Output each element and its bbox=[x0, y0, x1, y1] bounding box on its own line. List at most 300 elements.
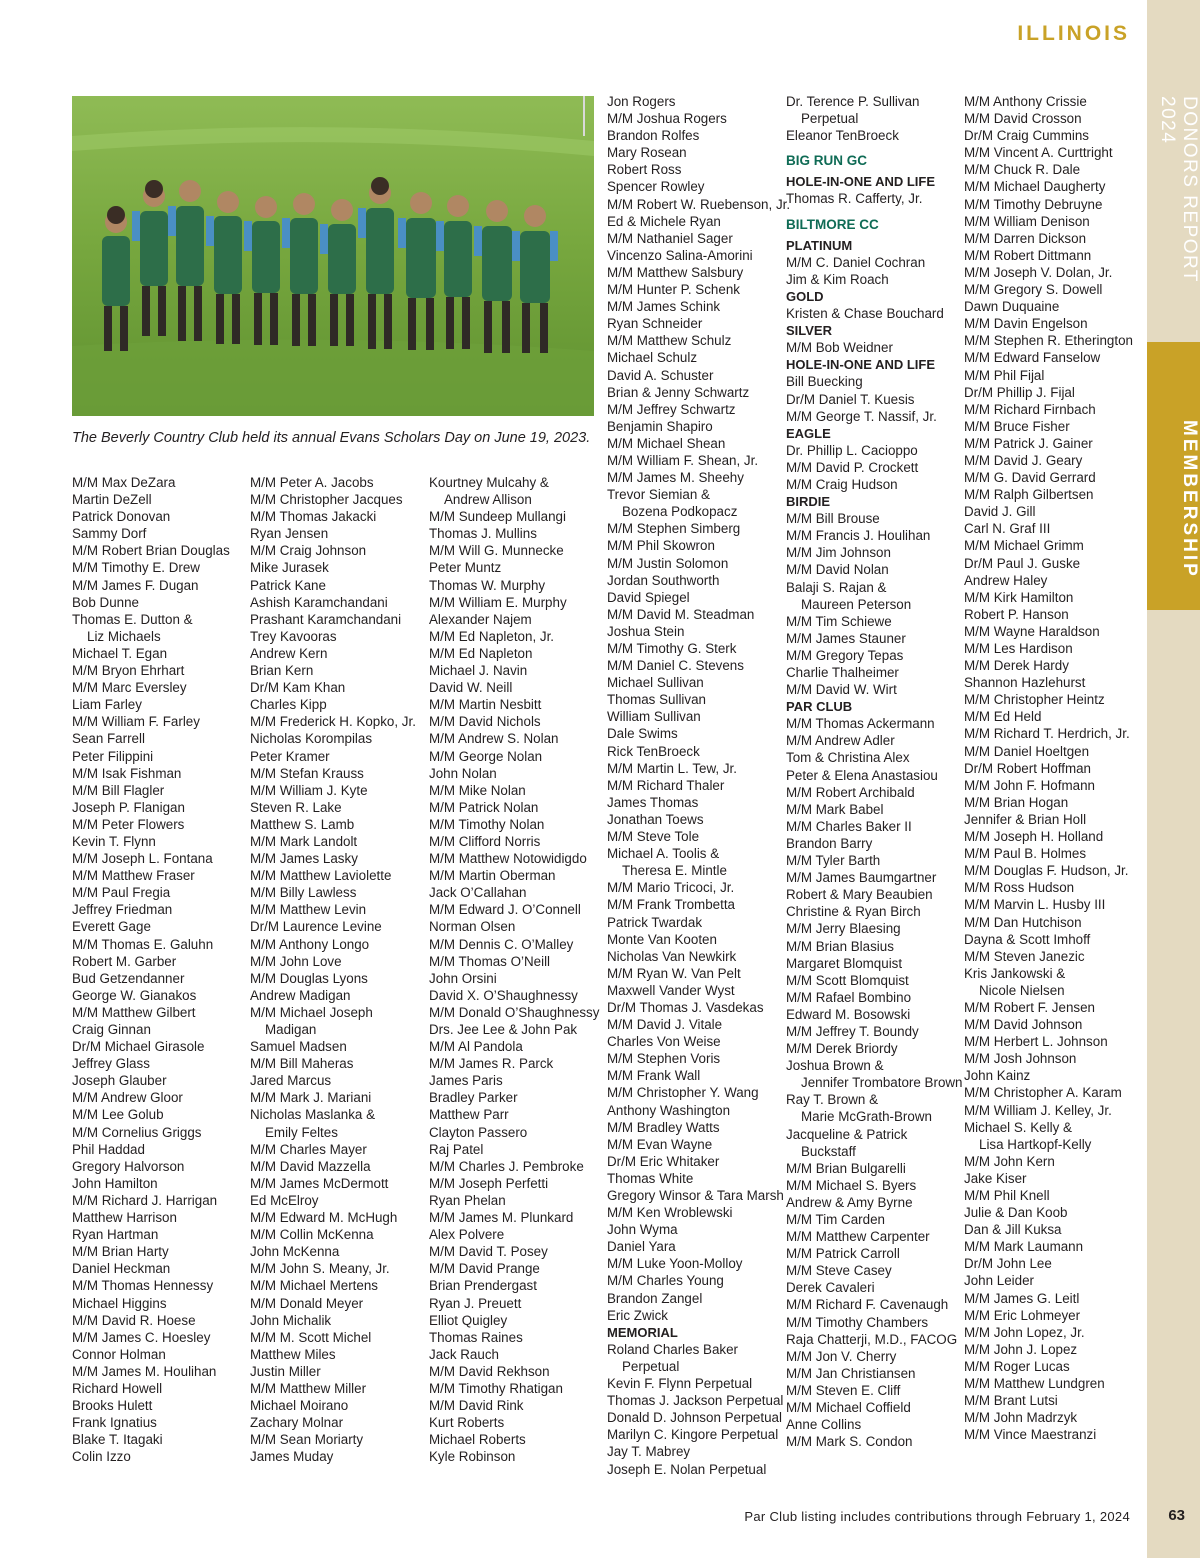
donor-name: Craig Ginnan bbox=[72, 1022, 151, 1037]
donor-name: M/M Richard Firnbach bbox=[964, 401, 1096, 417]
donor-name: Lisa Hartkopf-Kelly bbox=[979, 1136, 1092, 1152]
level-heading: SILVER bbox=[786, 323, 832, 339]
donor-name: M/M William F. Farley bbox=[72, 714, 200, 730]
donor-name: Robert P. Hanson bbox=[964, 606, 1069, 622]
donor-name: M/M Timothy Nolan bbox=[429, 816, 545, 832]
donor-name: M/M Steve Casey bbox=[786, 1263, 892, 1279]
donor-name: M/M Michael Mertens bbox=[250, 1278, 378, 1294]
donor-name: Ed McElroy bbox=[250, 1192, 319, 1208]
donor-name: Dr/M Craig Cummins bbox=[964, 128, 1089, 144]
donor-name: M/M Christopher Jacques bbox=[250, 492, 403, 508]
state-header: ILLINOIS bbox=[1017, 22, 1130, 45]
donor-name: M/M Daniel C. Stevens bbox=[607, 658, 744, 674]
donor-name: Jennifer & Brian Holl bbox=[964, 811, 1087, 827]
donor-name: Charles Kipp bbox=[250, 697, 327, 713]
donor-name: M/M Mark J. Mariani bbox=[250, 1090, 372, 1106]
donor-name: M/M Paul B. Holmes bbox=[964, 846, 1087, 862]
donor-name: Theresa E. Mintle bbox=[622, 863, 727, 879]
donor-name: M/M Clifford Norris bbox=[429, 833, 541, 849]
donor-name: Andrew & Amy Byrne bbox=[786, 1194, 913, 1210]
donor-name: Frank Ignatius bbox=[72, 1415, 157, 1431]
donor-name: Brandon Barry bbox=[786, 835, 873, 851]
donor-name: Dr. Terence P. Sullivan bbox=[786, 94, 920, 109]
donor-name: M/M Edward M. McHugh bbox=[250, 1210, 398, 1226]
donor-name: Dr/M Laurence Levine bbox=[250, 919, 382, 935]
donor-name: M/M Christopher Y. Wang bbox=[607, 1085, 759, 1101]
donor-name: M/M William E. Murphy bbox=[429, 594, 567, 610]
donor-name: M/M Donald Meyer bbox=[250, 1295, 364, 1311]
donor-name: Kyle Robinson bbox=[429, 1449, 516, 1465]
donor-name: M/M Michael Joseph bbox=[250, 1004, 373, 1020]
donor-name: M/M David Mazzella bbox=[250, 1158, 371, 1174]
donor-name: M/M Brian Blasius bbox=[786, 938, 894, 954]
donor-name: M/M Anthony Crissie bbox=[964, 94, 1087, 109]
donor-name: M/M James Stauner bbox=[786, 630, 906, 646]
donor-name: M/M Timothy E. Drew bbox=[72, 560, 200, 576]
level-heading: GOLD bbox=[786, 288, 824, 304]
donor-name: David Spiegel bbox=[607, 589, 690, 605]
donor-name: M/M James R. Parck bbox=[429, 1056, 554, 1072]
donor-name: M/M Matthew Miller bbox=[250, 1380, 367, 1396]
donor-name: Michael Roberts bbox=[429, 1432, 526, 1448]
donor-name: M/M Phil Skowron bbox=[607, 538, 715, 554]
donor-name: David X. O’Shaughnessy bbox=[429, 987, 578, 1003]
donor-name: M/M Mark Babel bbox=[786, 801, 884, 817]
donor-name: M/M Dennis C. O’Malley bbox=[429, 936, 574, 952]
donor-name: M/M David J. Geary bbox=[964, 452, 1083, 468]
level-heading: MEMORIAL bbox=[607, 1324, 678, 1340]
donor-name: M/M James Lasky bbox=[250, 851, 358, 867]
donor-name: M/M Stefan Krauss bbox=[250, 765, 364, 781]
club-heading: BILTMORE CC bbox=[786, 216, 879, 232]
donor-name: M/M Vincent A. Curttright bbox=[964, 145, 1113, 161]
donor-name: Trey Kavooras bbox=[250, 628, 337, 644]
donor-name: James Thomas bbox=[607, 794, 699, 810]
donor-name: M/M David Rink bbox=[429, 1398, 524, 1414]
donor-name: M/M John Lopez, Jr. bbox=[964, 1324, 1085, 1340]
donor-name: M/M Kirk Hamilton bbox=[964, 589, 1074, 605]
donor-name: William Sullivan bbox=[607, 709, 701, 725]
donor-name: Colin Izzo bbox=[72, 1449, 131, 1465]
donor-name: M/M Robert W. Ruebenson, Jr. bbox=[607, 196, 791, 212]
donor-name: M/M Josh Johnson bbox=[964, 1051, 1077, 1067]
donor-name: Alex Polvere bbox=[429, 1227, 505, 1243]
donor-name: Anne Collins bbox=[786, 1417, 862, 1433]
donor-name: Jake Kiser bbox=[964, 1170, 1027, 1186]
donor-name: Justin Miller bbox=[250, 1363, 321, 1379]
donor-name: Drs. Jee Lee & John Pak bbox=[429, 1022, 578, 1037]
donor-name: Bud Getzendanner bbox=[72, 970, 185, 986]
donor-name: M/M Frank Wall bbox=[607, 1068, 701, 1084]
donor-name: M/M Martin Nesbitt bbox=[429, 697, 542, 713]
donor-name: Jim & Kim Roach bbox=[786, 271, 889, 287]
donor-name: Matthew Parr bbox=[429, 1107, 509, 1123]
donor-name: Liam Farley bbox=[72, 697, 142, 713]
donor-name: Derek Cavaleri bbox=[786, 1280, 875, 1296]
donor-name: Dr/M Paul J. Guske bbox=[964, 555, 1081, 571]
donor-name: M/M Al Pandola bbox=[429, 1039, 523, 1055]
donor-name: James Paris bbox=[429, 1073, 503, 1089]
donor-name: Balaji S. Rajan & bbox=[786, 579, 887, 595]
donor-name: Dr/M John Lee bbox=[964, 1256, 1052, 1272]
donor-name: M/M Phil Knell bbox=[964, 1188, 1050, 1203]
donor-name: M/M Timothy G. Sterk bbox=[607, 641, 737, 656]
donor-name: Everett Gage bbox=[72, 919, 151, 935]
donor-name: M/M Jeffrey T. Boundy bbox=[786, 1023, 919, 1039]
donor-name: M/M Douglas F. Hudson, Jr. bbox=[964, 863, 1129, 879]
donor-name: M/M C. Daniel Cochran bbox=[786, 254, 926, 270]
donor-name: Jacqueline & Patrick bbox=[786, 1126, 908, 1142]
donor-name: Michael S. Kelly & bbox=[964, 1119, 1072, 1135]
name-column-2 bbox=[250, 474, 416, 1465]
donor-name: Spencer Rowley bbox=[607, 179, 705, 195]
donor-name: Patrick Donovan bbox=[72, 509, 171, 525]
donor-name: Anthony Washington bbox=[607, 1102, 731, 1118]
donor-name: Kevin T. Flynn bbox=[72, 833, 156, 849]
donor-name: Brian Prendergast bbox=[429, 1278, 537, 1294]
donor-name: M/M Michael Shean bbox=[607, 435, 726, 451]
donor-name: M/M Matthew Salsbury bbox=[607, 264, 744, 280]
donor-name: Patrick Kane bbox=[250, 577, 326, 593]
level-heading: HOLE-IN-ONE AND LIFE bbox=[786, 357, 936, 373]
donor-name: M/M Evan Wayne bbox=[607, 1136, 713, 1152]
donor-name: M/M Jan Christiansen bbox=[786, 1365, 916, 1381]
donor-name: Jared Marcus bbox=[250, 1073, 332, 1089]
donor-name: M/M Chuck R. Dale bbox=[964, 162, 1081, 178]
donor-name: Mary Rosean bbox=[607, 145, 687, 161]
donor-name: M/M Herbert L. Johnson bbox=[964, 1034, 1108, 1050]
donor-name: David A. Schuster bbox=[607, 367, 714, 383]
donor-name: Thomas Raines bbox=[429, 1329, 523, 1345]
donor-name: M/M Stephen R. Etherington bbox=[964, 333, 1133, 349]
donor-name: Norman Olsen bbox=[429, 919, 516, 935]
donor-name: M/M Patrick Nolan bbox=[429, 799, 539, 815]
donor-name: M/M David M. Steadman bbox=[607, 606, 755, 622]
donor-name: Vincenzo Salina-Amorini bbox=[607, 247, 753, 263]
donor-name: Ryan Hartman bbox=[72, 1227, 159, 1243]
donor-name: John Orsini bbox=[429, 970, 497, 986]
donor-name: David J. Gill bbox=[964, 504, 1036, 520]
donor-name: Matthew Miles bbox=[250, 1346, 336, 1362]
donor-name: Sean Farrell bbox=[72, 731, 145, 747]
donor-name: M/M David W. Wirt bbox=[786, 682, 897, 698]
donor-name: Nicholas Van Newkirk bbox=[607, 948, 737, 964]
donor-name: Peter & Elena Anastasiou bbox=[786, 767, 938, 783]
donor-name: M/M Patrick Carroll bbox=[786, 1246, 900, 1262]
donor-name: M/M Daniel Hoeltgen bbox=[964, 743, 1090, 759]
donor-name: Donald D. Johnson Perpetual bbox=[607, 1410, 782, 1426]
donor-name: Brooks Hulett bbox=[72, 1398, 153, 1414]
donor-name: Michael T. Egan bbox=[72, 645, 168, 661]
donor-name: M/M Hunter P. Schenk bbox=[607, 282, 740, 298]
donor-name: John Kainz bbox=[964, 1068, 1031, 1084]
donor-name: M/M Ed Held bbox=[964, 709, 1042, 725]
donor-name: M/M William F. Shean, Jr. bbox=[607, 452, 759, 468]
donor-name: M/M Gregory S. Dowell bbox=[964, 282, 1103, 298]
donor-name: M/M James M. Sheehy bbox=[607, 470, 744, 486]
donor-name: Jack Rauch bbox=[429, 1346, 499, 1362]
footer-note: Par Club listing includes contributions through February 1, 2024 bbox=[744, 1509, 1130, 1524]
donor-name: M/M Max DeZara bbox=[72, 475, 176, 490]
donor-name: David W. Neill bbox=[429, 680, 513, 696]
donor-name: M/M Steven E. Cliff bbox=[786, 1382, 901, 1398]
donor-name: Eric Zwick bbox=[607, 1307, 668, 1323]
donor-name: M/M Timothy Chambers bbox=[786, 1314, 929, 1330]
donor-name: Daniel Heckman bbox=[72, 1261, 171, 1277]
donor-name: Bozena Podkopacz bbox=[622, 504, 738, 520]
donor-name: M/M Nathaniel Sager bbox=[607, 230, 733, 246]
donor-name: M/M Mike Nolan bbox=[429, 782, 526, 798]
donor-name: M/M David T. Posey bbox=[429, 1244, 548, 1260]
donor-name: M/M Ross Hudson bbox=[964, 880, 1075, 896]
donor-name: M/M William Denison bbox=[964, 213, 1090, 229]
donor-name: M/M Martin L. Tew, Jr. bbox=[607, 760, 737, 776]
donor-name: Bradley Parker bbox=[429, 1090, 518, 1106]
donor-name: M/M William J. Kyte bbox=[250, 782, 368, 798]
donor-name: Charlie Thalheimer bbox=[786, 665, 899, 680]
donor-name: M/M Tim Schiewe bbox=[786, 613, 892, 629]
donor-name: Phil Haddad bbox=[72, 1141, 145, 1157]
donor-name: Dan & Jill Kuksa bbox=[964, 1222, 1062, 1238]
donor-name: M/M Bill Flagler bbox=[72, 782, 165, 798]
donor-name: John Leider bbox=[964, 1273, 1034, 1289]
donor-name: M/M Mario Tricoci, Jr. bbox=[607, 880, 735, 896]
donor-name: M/M Martin Oberman bbox=[429, 868, 556, 884]
donor-name: Raj Patel bbox=[429, 1141, 484, 1157]
donor-name: Ed & Michele Ryan bbox=[607, 213, 721, 229]
donor-name: M/M Andrew Adler bbox=[786, 733, 895, 749]
donor-name: M/M Jeffrey Schwartz bbox=[607, 401, 736, 417]
donor-name: Trevor Siemian & bbox=[607, 487, 710, 503]
donor-name: M/M Robert Brian Douglas bbox=[72, 543, 230, 559]
name-column-5 bbox=[786, 93, 963, 1450]
donor-name: Andrew Allison bbox=[444, 492, 532, 508]
donor-name: M/M Dan Hutchison bbox=[964, 914, 1082, 930]
donor-name: Jeffrey Friedman bbox=[72, 902, 173, 918]
donor-name: Andrew Madigan bbox=[250, 987, 351, 1003]
donor-name: Jon Rogers bbox=[607, 94, 676, 109]
side-tab-section-label: MEMBERSHIP bbox=[1179, 419, 1200, 579]
donor-name: M/M David Rekhson bbox=[429, 1363, 550, 1379]
group-photo-illustration bbox=[72, 96, 594, 416]
donor-name: Kris Jankowski & bbox=[964, 965, 1066, 981]
donor-name: Joshua Stein bbox=[607, 623, 685, 639]
donor-name: M/M Darren Dickson bbox=[964, 230, 1087, 246]
donor-name: M/M Charles Baker II bbox=[786, 818, 912, 834]
donor-name: John Hamilton bbox=[72, 1175, 158, 1191]
donor-name: M/M Charles J. Pembroke bbox=[429, 1158, 584, 1174]
donor-name: M/M Roger Lucas bbox=[964, 1358, 1070, 1374]
donor-name: Michael Sullivan bbox=[607, 675, 704, 691]
side-tab-report-label: DONORS REPORT 2024 bbox=[1157, 96, 1200, 283]
donor-name: M/M Joseph H. Holland bbox=[964, 829, 1104, 845]
donor-name: Andrew Haley bbox=[964, 572, 1048, 588]
donor-name: Brandon Zangel bbox=[607, 1290, 703, 1306]
donor-name: M/M Craig Johnson bbox=[250, 543, 367, 559]
donor-name: Alexander Najem bbox=[429, 611, 532, 627]
donor-name: M/M Francis J. Houlihan bbox=[786, 528, 931, 544]
donor-name: M/M Brant Lutsi bbox=[964, 1393, 1058, 1409]
donor-name: M/M Douglas Lyons bbox=[250, 970, 368, 986]
donor-name: M/M Edward Fanselow bbox=[964, 350, 1101, 366]
donor-name: M/M Michael S. Byers bbox=[786, 1177, 917, 1193]
donor-name: M/M Derek Briordy bbox=[786, 1041, 898, 1057]
donor-name: M/M Bruce Fisher bbox=[964, 418, 1070, 434]
donor-name: Joseph P. Flanigan bbox=[72, 799, 185, 815]
donor-name: M/M James M. Plunkard bbox=[429, 1210, 574, 1226]
donor-name: Gregory Halvorson bbox=[72, 1158, 185, 1174]
donor-name: M/M Craig Hudson bbox=[786, 476, 898, 492]
donor-name: Zachary Molnar bbox=[250, 1415, 344, 1431]
donor-name: Brian Kern bbox=[250, 663, 314, 679]
donor-name: M/M Charles Young bbox=[607, 1273, 724, 1289]
donor-name: Martin DeZell bbox=[72, 492, 152, 508]
donor-name: Maxwell Vander Wyst bbox=[607, 982, 735, 998]
donor-name: M/M Mark Landolt bbox=[250, 833, 358, 849]
donor-name: M/M Joseph Perfetti bbox=[429, 1175, 549, 1191]
donor-name: Andrew Kern bbox=[250, 645, 328, 661]
donor-name: Jay T. Mabrey bbox=[607, 1444, 691, 1460]
donor-name: M/M Edward J. O’Connell bbox=[429, 902, 581, 918]
donor-name: M/M Thomas E. Galuhn bbox=[72, 936, 214, 952]
donor-name: Nicole Nielsen bbox=[979, 982, 1065, 998]
donor-name: M/M Frank Trombetta bbox=[607, 897, 735, 913]
donor-name: M/M Andrew S. Nolan bbox=[429, 731, 559, 747]
donor-name: Kurt Roberts bbox=[429, 1415, 505, 1431]
donor-name: Raja Chatterji, M.D., FACOG bbox=[786, 1331, 958, 1347]
donor-name: M/M Christopher Heintz bbox=[964, 692, 1105, 708]
donor-name: M/M Peter Flowers bbox=[72, 816, 185, 832]
donor-name: M/M David J. Vitale bbox=[607, 1017, 723, 1033]
donor-name: M/M Lee Golub bbox=[72, 1107, 164, 1123]
donor-name: M/M G. David Gerrard bbox=[964, 470, 1096, 486]
donor-name: Dr/M Michael Girasole bbox=[72, 1039, 205, 1055]
donor-name: M/M David Nolan bbox=[786, 562, 889, 578]
donor-name: Ryan Phelan bbox=[429, 1192, 506, 1208]
donor-name: M/M Andrew Gloor bbox=[72, 1090, 183, 1106]
club-heading: BIG RUN GC bbox=[786, 153, 867, 169]
donor-name: M/M Sundeep Mullangi bbox=[429, 509, 566, 525]
name-column-6 bbox=[964, 93, 1133, 1443]
donor-name: M/M Les Hardison bbox=[964, 641, 1073, 656]
donor-name: M/M Michael Daugherty bbox=[964, 179, 1106, 195]
donor-name: M/M Collin McKenna bbox=[250, 1227, 374, 1243]
donor-name: Ryan Jensen bbox=[250, 526, 329, 542]
donor-name: Richard Howell bbox=[72, 1380, 163, 1396]
donor-name: M/M Marvin L. Husby III bbox=[964, 897, 1106, 913]
donor-name: M/M Timothy Rhatigan bbox=[429, 1380, 563, 1396]
donor-name: M/M Brian Bulgarelli bbox=[786, 1160, 906, 1176]
donor-name: M/M Peter A. Jacobs bbox=[250, 475, 374, 490]
donor-name: M/M Ken Wroblewski bbox=[607, 1205, 733, 1221]
donor-name: M/M Christopher A. Karam bbox=[964, 1085, 1122, 1101]
donor-name: Connor Holman bbox=[72, 1346, 166, 1362]
donor-name: Matthew S. Lamb bbox=[250, 816, 355, 832]
donor-name: M/M Tyler Barth bbox=[786, 853, 881, 869]
donor-name: Robert & Mary Beaubien bbox=[786, 887, 933, 903]
donor-name: M/M Donald O’Shaughnessy bbox=[429, 1004, 600, 1020]
donor-name: Charles Von Weise bbox=[607, 1034, 721, 1050]
donor-name: Joseph Glauber bbox=[72, 1073, 167, 1089]
donor-name: M/M Jon V. Cherry bbox=[786, 1348, 897, 1364]
donor-name: Monte Van Kooten bbox=[607, 931, 717, 947]
donor-name: M/M Tim Carden bbox=[786, 1212, 885, 1227]
donor-name: M/M Jerry Blaesing bbox=[786, 921, 901, 937]
donor-name: M/M Bob Weidner bbox=[786, 340, 893, 356]
donor-name: M/M Bill Brouse bbox=[786, 511, 880, 527]
donor-name: M/M Mark S. Condon bbox=[786, 1434, 913, 1450]
donor-name: M/M Matthew Gilbert bbox=[72, 1004, 196, 1020]
donor-name: Ashish Karamchandani bbox=[250, 594, 388, 610]
donor-name: John McKenna bbox=[250, 1244, 340, 1260]
donor-name: M/M Ed Napleton bbox=[429, 645, 533, 661]
donor-name: Shannon Hazlehurst bbox=[964, 675, 1086, 691]
donor-name: Julie & Dan Koob bbox=[964, 1205, 1068, 1221]
donor-name: Patrick Twardak bbox=[607, 914, 703, 930]
donor-name: M/M Joseph L. Fontana bbox=[72, 851, 213, 867]
donor-name: M/M John Madrzyk bbox=[964, 1410, 1078, 1426]
donor-name: Peter Kramer bbox=[250, 748, 330, 764]
donor-name: Clayton Passero bbox=[429, 1124, 528, 1140]
donor-name: Dawn Duquaine bbox=[964, 299, 1060, 315]
donor-name: Jeffrey Glass bbox=[72, 1056, 150, 1072]
donor-name: M/M Joseph V. Dolan, Jr. bbox=[964, 264, 1113, 280]
donor-name: Gregory Winsor & Tara Marsh bbox=[607, 1188, 784, 1203]
donor-name: M/M David R. Hoese bbox=[72, 1312, 196, 1328]
donor-name: Brian & Jenny Schwartz bbox=[607, 384, 750, 400]
donor-name: Perpetual bbox=[622, 1358, 680, 1374]
donor-name: Dr. Phillip L. Cacioppo bbox=[786, 442, 918, 458]
group-photo bbox=[72, 96, 594, 416]
donor-name: M/M Matthew Levin bbox=[250, 902, 367, 918]
donor-name: M/M Robert Archibald bbox=[786, 784, 915, 800]
donor-name: Peter Muntz bbox=[429, 560, 502, 576]
donor-name: M/M Isak Fishman bbox=[72, 765, 182, 781]
donor-name: Margaret Blomquist bbox=[786, 955, 903, 971]
page-number: 63 bbox=[1168, 1507, 1185, 1524]
donor-name: Ray T. Brown & bbox=[786, 1092, 879, 1108]
side-strip bbox=[1147, 610, 1200, 1558]
donor-name: M/M Matthew Notowidigdo bbox=[429, 851, 587, 867]
donor-name: Jordan Southworth bbox=[607, 572, 720, 588]
donor-name: M/M David Nichols bbox=[429, 714, 541, 730]
donor-name: M/M George T. Nassif, Jr. bbox=[786, 408, 937, 424]
donor-name: M/M Ed Napleton, Jr. bbox=[429, 628, 555, 644]
donor-name: Kourtney Mulcahy & bbox=[429, 475, 549, 490]
donor-name: M/M James F. Dugan bbox=[72, 577, 199, 593]
donor-name: Roland Charles Baker bbox=[607, 1341, 738, 1357]
donor-name: Michael Higgins bbox=[72, 1295, 167, 1311]
donor-name: M/M Matthew Laviolette bbox=[250, 868, 392, 884]
donor-name: Nicholas Korompilas bbox=[250, 731, 373, 747]
donor-name: M/M Richard J. Harrigan bbox=[72, 1192, 218, 1208]
donor-name: M/M Bradley Watts bbox=[607, 1119, 720, 1135]
donor-name: James Muday bbox=[250, 1449, 334, 1465]
donor-name: Brandon Rolfes bbox=[607, 128, 700, 144]
donor-name: Thomas R. Cafferty, Jr. bbox=[786, 191, 923, 207]
donor-name: Marie McGrath-Brown bbox=[801, 1109, 932, 1125]
donor-name: John Michalik bbox=[250, 1312, 332, 1328]
name-column-1 bbox=[72, 474, 230, 1465]
donor-name: M/M Stephen Simberg bbox=[607, 521, 741, 537]
donor-name: Jack O’Callahan bbox=[429, 885, 527, 901]
donor-name: Thomas J. Jackson Perpetual bbox=[607, 1393, 784, 1409]
donor-name: M/M Brian Harty bbox=[72, 1244, 169, 1260]
donor-name: Edward M. Bosowski bbox=[786, 1006, 911, 1022]
donor-name: M/M Richard F. Cavenaugh bbox=[786, 1297, 949, 1313]
donor-name: Nicholas Maslanka & bbox=[250, 1107, 376, 1123]
donor-name: M/M Mark Laumann bbox=[964, 1239, 1084, 1255]
